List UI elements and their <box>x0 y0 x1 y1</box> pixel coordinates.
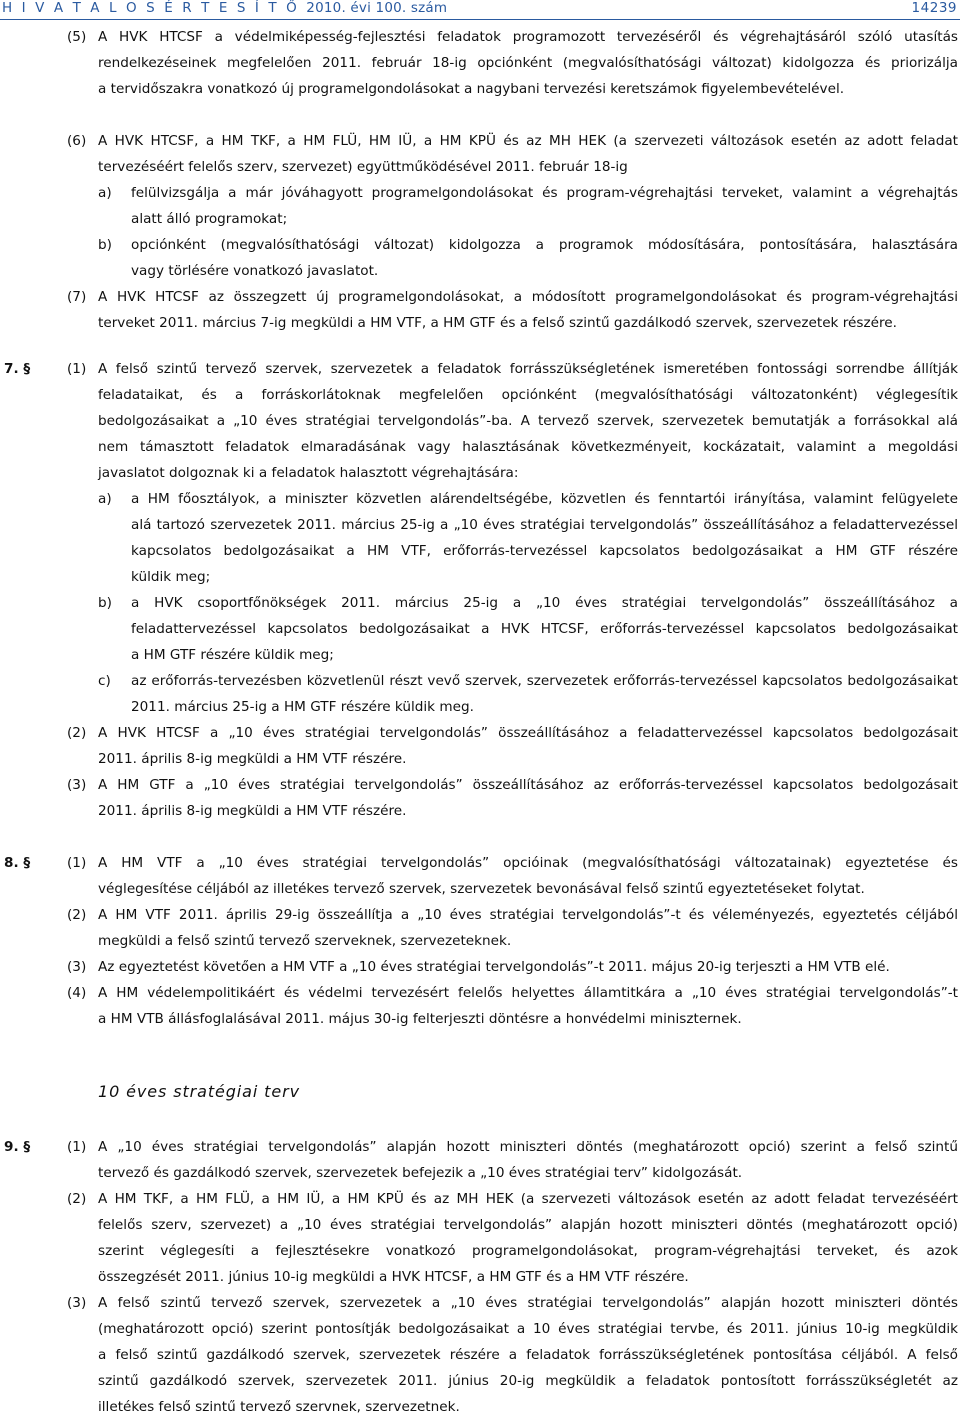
text-line: a HM főosztályok, a miniszter közvetlen alárendeltségébe, közvetlen és fenntartói irányítása, valamint felügyelete <box>131 491 958 507</box>
paragraph-7 <box>98 284 958 336</box>
text-line: javaslatot dolgoznak ki a feladatok halasztott végrehajtására: <box>98 465 519 481</box>
text-line: vagy törlésére vonatkozó javaslatot. <box>131 263 379 279</box>
text-line: alá tartozó szervezetek 2011. március 25-ig a „10 éves stratégiai tervelgondolás” összeállításához a feladattervezéssel <box>131 517 958 533</box>
subheading: 10 éves stratégiai terv <box>98 1082 300 1101</box>
item-label: a) <box>98 185 112 201</box>
text-line: a felső szintű gazdálkodó szervek, szervezetek részére a feladatok forrásszükségletének pontosítása céljából. A felső <box>98 1347 958 1363</box>
text-line: felülvizsgálja a már jóváhagyott programelgondolásokat és program-végrehajtási terveket, valamint a végrehajtás <box>131 185 958 201</box>
text-line: opciónként (megvalósíthatósági változat) kidolgozza a programok módosítására, pontosítására, halasztására <box>131 237 958 253</box>
para-number: (1) <box>67 855 87 871</box>
text-line: feladataikat, és a forráskorlátoknak megfelelően opciónként (megvalósíthatósági változatonként) véglegesítik <box>98 387 958 403</box>
section-7-para-2 <box>98 720 958 772</box>
para-number: (5) <box>67 29 87 45</box>
text-line: 2011. április 8-ig megküldi a HM VTF részére. <box>98 751 407 767</box>
text-line: 2011. április 8-ig megküldi a HM VTF részére. <box>98 803 407 819</box>
text-line: A HM védelempolitikáért és védelmi tervezésért felelős helyettes államtitkára a „10 éves stratégiai tervelgondolás”-t <box>98 985 958 1001</box>
section-label: 8. § <box>4 855 31 871</box>
para-number: (1) <box>67 1139 87 1155</box>
text-line: a tervidőszakra vonatkozó új programelgondolásokat a nagybani tervezési keretszámok figyelembevételével. <box>98 81 845 97</box>
para-number: (3) <box>67 1295 87 1311</box>
text-line: terveket 2011. március 7-ig megküldi a HM VTF, a HM GTF és a felső szintű gazdálkodó szervek, szervezetek részére. <box>98 315 897 331</box>
text-line: az erőforrás-tervezésben közvetlenül részt vevő szervek, szervezetek erőforrás-tervezéssel kapcsolatos bedolgozásaikat <box>131 673 958 689</box>
text-line: bedolgozásaikat a „10 éves stratégiai tervelgondolás”-ba. A tervező szervek, szervezetek bemutatják a forrásokkal alá <box>98 413 958 429</box>
item-label: c) <box>98 673 111 689</box>
text-line: a HM VTB állásfoglalásával 2011. május 30-ig felterjeszti döntésre a honvédelmi miniszternek. <box>98 1011 742 1027</box>
text-line: összegzését 2011. június 10-ig megküldi a HVK HTCSF, a HM GTF és a HM VTF részére. <box>98 1269 689 1285</box>
para-number: (3) <box>67 777 87 793</box>
text-line: illetékes felső szintű tervező szervnek, szervezetnek. <box>98 1399 460 1415</box>
publication-title: H I V A T A L O S É R T E S Í T Ő 2010. évi 100. szám <box>2 0 448 16</box>
text-line: A felső szintű tervező szervek, szervezetek a „10 éves stratégiai tervelgondolás” alapján hozott miniszteri döntés <box>98 1295 958 1311</box>
para-number: (6) <box>67 133 87 149</box>
page-number: 14239 <box>911 0 957 16</box>
text-line: tervező és gazdálkodó szervek, szervezetek befejezik a „10 éves stratégiai terv” kidolgozását. <box>98 1165 743 1181</box>
text-line: (meghatározott opció) szerint pontosítják bedolgozásaikat a 10 éves stratégiai tervbe, és 2011. június 10-ig megküldik <box>98 1321 958 1337</box>
text-line: szerint véglegesíti a fejlesztésekre vonatkozó programelgondolásokat, program-végrehajtási terveket, és azok <box>98 1243 958 1259</box>
para-number: (7) <box>67 289 87 305</box>
section-9-para-3 <box>98 1290 958 1420</box>
para-number: (2) <box>67 907 87 923</box>
text-line: A HM TKF, a HM FLÜ, a HM IÜ, a HM KPÜ és az MH HEK (a szervezeti változások esetén az adott feladat tervezéséért <box>98 1191 958 1207</box>
text-line: véglegesítése céljából az illetékes tervező szervek, szervezetek bevonásával felső szintű egyeztetéseket folytat. <box>98 881 865 897</box>
paragraph-6-b <box>131 232 958 284</box>
text-line: A HVK HTCSF, a HM TKF, a HM FLÜ, HM IÜ, a HM KPÜ és az MH HEK (a szervezeti változások esetén az adott feladat <box>98 133 958 149</box>
section-7-para-3 <box>98 772 958 824</box>
text-line: A HM VTF a „10 éves stratégiai tervelgondolás” opcióinak (megvalósíthatósági változatainak) egyeztetése és <box>98 855 958 871</box>
text-line: nem támasztott feladatok elmaradásának vagy halasztásának következményeit, kockázatait, valamint a megoldási <box>98 439 958 455</box>
item-label: b) <box>98 237 112 253</box>
text-line: A HM GTF a „10 éves stratégiai tervelgondolás” összeállításához az erőforrás-tervezéssel kapcsolatos bedolgozásait <box>98 777 958 793</box>
issue-label: 2010. évi 100. szám <box>306 0 448 16</box>
text-line: a HVK csoportfőnökségek 2011. március 25-ig a „10 éves stratégiai tervelgondolás” összeállításához a <box>131 595 958 611</box>
text-line: A HVK HTCSF az összegzett új programelgondolásokat, a módosított programelgondolásokat és program-végrehajtási <box>98 289 958 305</box>
item-label: b) <box>98 595 112 611</box>
text-line: felelős szerv, szervezet) a „10 éves stratégiai tervelgondolás” alapján hozott miniszteri döntés (meghatározott opció) <box>98 1217 958 1233</box>
section-label: 9. § <box>4 1139 31 1155</box>
section-9-para-1 <box>98 1134 958 1186</box>
text-line: kapcsolatos bedolgozásaikat a HM VTF, erőforrás-tervezéssel kapcsolatos bedolgozásaikat a HM GTF részére <box>131 543 958 559</box>
para-number: (2) <box>67 1191 87 1207</box>
text-line: A HVK HTCSF a „10 éves stratégiai tervelgondolás” összeállításához a feladattervezéssel kapcsolatos bedolgozásait <box>98 725 958 741</box>
text-line: 2011. március 25-ig a HM GTF részére küldik meg. <box>131 699 474 715</box>
text-line: rendelkezéseinek megfelelően 2011. február 18-ig opciónként (megvalósíthatósági változat) kidolgozza és priorizálja <box>98 55 958 71</box>
text-line: megküldi a felső szintű tervező szerveknek, szervezeteknek. <box>98 933 512 949</box>
paragraph-6-a <box>131 180 958 232</box>
text-line: A „10 éves stratégiai tervelgondolás” alapján hozott miniszteri döntés (meghatározott opció) szerint a felső szintű <box>98 1139 958 1155</box>
section-8-para-1 <box>98 850 958 902</box>
paragraph-5 <box>98 24 958 102</box>
para-number: (2) <box>67 725 87 741</box>
section-label: 7. § <box>4 361 31 377</box>
section-8-para-3 <box>98 954 958 980</box>
text-line: A HVK HTCSF a védelmiképesség-fejlesztési feladatok programozott tervezéséről és végrehajtásáról szóló utasítás <box>98 29 958 45</box>
text-line: alatt álló programokat; <box>131 211 288 227</box>
section-8-para-4 <box>98 980 958 1032</box>
text-line: tervezéséért felelős szerv, szervezet) együttműködésével 2011. február 18-ig <box>98 159 628 175</box>
section-7-para-1-b <box>131 590 958 668</box>
page-header <box>0 0 960 22</box>
item-label: a) <box>98 491 112 507</box>
text-line: Az egyeztetést követően a HM VTF a „10 éves stratégiai tervelgondolás”-t 2011. május 20-ig terjeszti a HM VTB elé. <box>98 959 890 975</box>
text-line: küldik meg; <box>131 569 211 585</box>
para-number: (4) <box>67 985 87 1001</box>
text-line: A HM VTF 2011. április 29-ig összeállítja a „10 éves stratégiai tervelgondolás”-t és véleményezés, egyeztetés céljából <box>98 907 958 923</box>
text-line: feladattervezéssel kapcsolatos bedolgozásaikat a HVK HTCSF, erőforrás-tervezéssel kapcsolatos bedolgozásaikat <box>131 621 958 637</box>
paragraph-6 <box>98 128 958 180</box>
section-7-para-1-c <box>131 668 958 720</box>
section-7-para-1-a <box>131 486 958 590</box>
text-line: a HM GTF részére küldik meg; <box>131 647 334 663</box>
header-rule <box>0 19 960 20</box>
para-number: (3) <box>67 959 87 975</box>
para-number: (1) <box>67 361 87 377</box>
text-line: A felső szintű tervező szervek, szervezetek a feladatok forrásszükségletének ismeretében fontossági sorrendbe állítják <box>98 361 958 377</box>
section-8-para-2 <box>98 902 958 954</box>
text-line: szintű gazdálkodó szervek, szervezetek 2011. június 20-ig megküldik a feladatok pontosított forrásszükségletét az <box>98 1373 958 1389</box>
section-9-para-2 <box>98 1186 958 1290</box>
section-7-para-1 <box>98 356 958 486</box>
